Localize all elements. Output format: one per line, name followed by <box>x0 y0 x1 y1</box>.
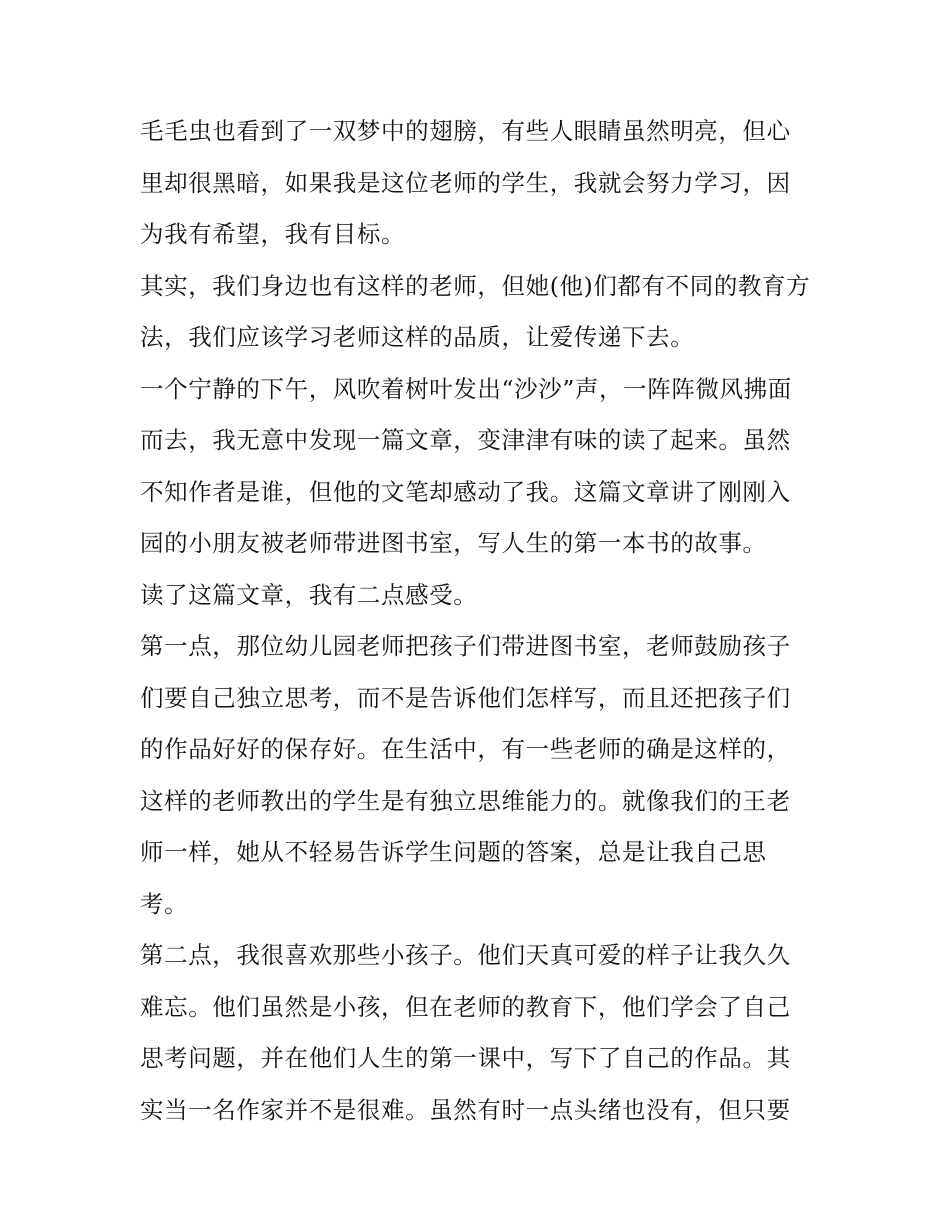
paragraph: 第一点，那位幼儿园老师把孩子们带进图书室，老师鼓励孩子们要自己独立思考，而不是告诉他们怎样写，而且还把孩子们的作品好好的保存好。在生活中，有一些老师的确是这样的，这样的老师教出的学生是有独立思维能力的。就像我们的王老师一样，她从不轻易告诉学生问题的答案，总是让我自己思考。 <box>140 632 791 918</box>
document-body <box>140 106 814 1136</box>
paragraph: 读了这篇文章，我有二点感受。 <box>140 580 478 609</box>
paragraph: 一个宁静的下午，风吹着树叶发出“沙沙”声，一阵阵微风拂面而去，我无意中发现一篇文章，变津津有味的读了起来。虽然不知作者是谁，但他的文笔却感动了我。这篇文章讲了刚刚入园的小朋友被老师带进图书室，写人生的第一本书的故事。 <box>140 374 792 557</box>
paragraph: 毛毛虫也看到了一双梦中的翅膀，有些人眼睛虽然明亮，但心里却很黑暗，如果我是这位老师的学生，我就会努力学习，因为我有希望，我有目标。 <box>140 117 791 248</box>
paragraph: 其实，我们身边也有这样的老师，但她(他)们都有不同的教育方法，我们应该学习老师这样的品质，让爱传递下去。 <box>140 271 811 351</box>
paragraph: 第二点，我很喜欢那些小孩子。他们天真可爱的样子让我久久难忘。他们虽然是小孩，但在老师的教育下，他们学会了自己思考问题，并在他们人生的第一课中，写下了自己的作品。其实当一名作家并不是很难。虽然有时一点头绪也没有，但只要 <box>140 941 791 1124</box>
